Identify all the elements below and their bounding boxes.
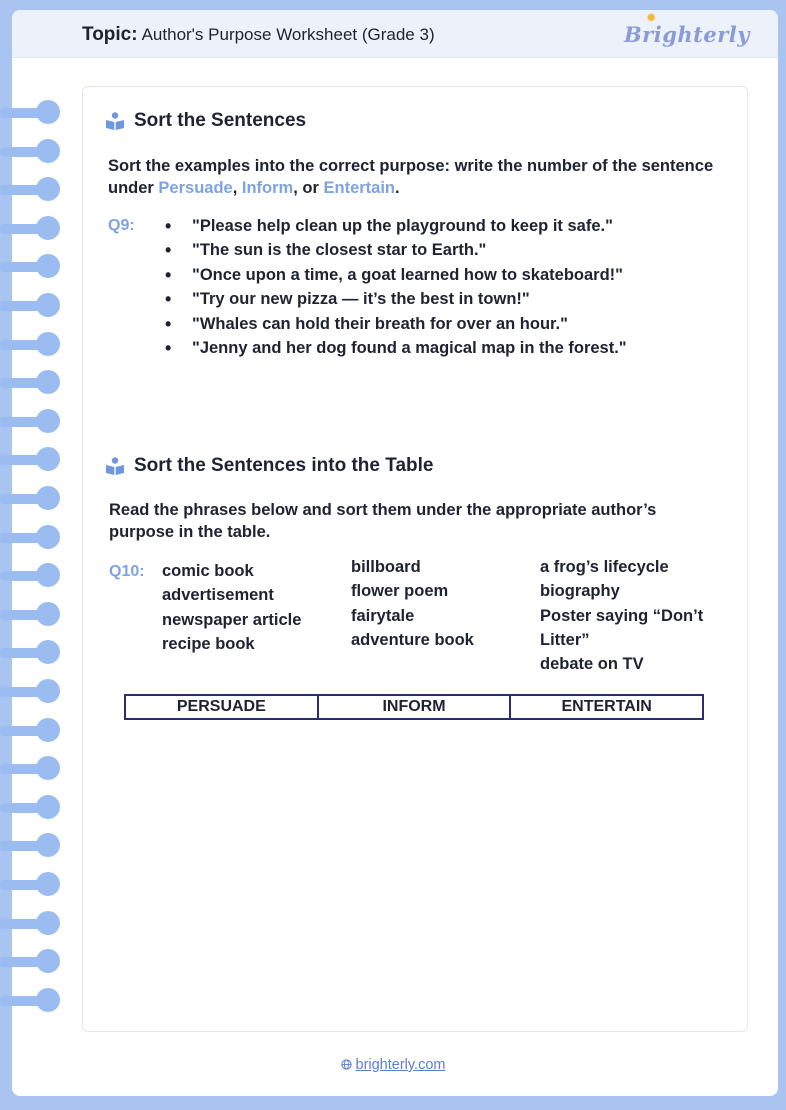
list-item: Poster saying “Don’t <box>540 606 704 625</box>
binding-ring <box>0 139 60 165</box>
list-item: • "Whales can hold their breath for over an hour." <box>165 312 627 336</box>
list-item: adventure book <box>351 630 474 649</box>
book-reader-icon <box>105 112 125 130</box>
binding-ring <box>0 447 60 473</box>
list-item: flower poem <box>351 582 449 601</box>
binding-ring <box>0 100 60 126</box>
binding-ring <box>0 216 60 242</box>
question-label-q9: Q9: <box>108 217 135 234</box>
binding-ring <box>0 486 60 512</box>
section-title-sort-sentences: Sort the Sentences <box>105 110 306 132</box>
list-item: advertisement <box>162 586 274 605</box>
list-item: • "Jenny and her dog found a magical map in the forest." <box>165 336 627 360</box>
list-item: billboard <box>351 558 421 576</box>
binding-ring <box>0 602 60 628</box>
binding-ring <box>0 563 60 589</box>
sort-table <box>124 694 704 720</box>
phrase-column-1 <box>162 559 301 656</box>
section-title-sort-table: Sort the Sentences into the Table <box>105 455 433 477</box>
list-item: a frog’s lifecycle <box>540 558 669 576</box>
list-item: Litter” <box>540 630 590 649</box>
phrase-column-2 <box>351 555 474 652</box>
binding-ring <box>0 254 60 280</box>
instructions-sort-sentences: Sort the examples into the correct purpose: write the number of the sentence under Persuade, Inform, or Entertain. <box>108 157 714 197</box>
binding-ring <box>0 949 60 975</box>
question-label-q10: Q10: <box>109 563 145 580</box>
binding-ring <box>0 872 60 898</box>
list-item: • "Try our new pizza — it’s the best in town!" <box>165 287 627 311</box>
binding-ring <box>0 332 60 358</box>
table-header-entertain: ENTERTAIN <box>509 696 702 718</box>
binding-ring <box>0 679 60 705</box>
sun-icon: ✺ <box>646 13 656 24</box>
list-item: comic book <box>162 562 254 580</box>
binding-ring <box>0 370 60 396</box>
footer <box>0 1057 786 1073</box>
list-item: • "The sun is the closest star to Earth." <box>165 238 627 262</box>
globe-icon <box>341 1059 352 1070</box>
header-bar <box>12 10 778 58</box>
sentence-list <box>165 214 627 360</box>
list-item: • "Once upon a time, a goat learned how to skateboard!" <box>165 263 627 287</box>
binding-ring <box>0 795 60 821</box>
list-item: • "Please help clean up the playground to keep it safe." <box>165 214 627 238</box>
phrase-column-3 <box>540 555 703 676</box>
binding-ring <box>0 293 60 319</box>
list-item: debate on TV <box>540 655 644 674</box>
binding-ring <box>0 177 60 203</box>
list-item: recipe book <box>162 634 255 653</box>
website-link[interactable]: brighterly.com <box>355 1057 446 1073</box>
binding-ring <box>0 833 60 859</box>
list-item: newspaper article <box>162 610 302 629</box>
page-title: Topic: Author's Purpose Worksheet (Grade 3) <box>82 24 435 45</box>
brighterly-logo: ✺ Brighterly <box>623 13 750 47</box>
binding-ring <box>0 409 60 435</box>
binding-ring <box>0 756 60 782</box>
binding-ring <box>0 640 60 666</box>
table-header-inform: INFORM <box>317 696 510 718</box>
binding-ring <box>0 911 60 937</box>
list-item: biography <box>540 582 620 601</box>
table-header-persuade: PERSUADE <box>176 698 266 715</box>
binding-ring <box>0 525 60 551</box>
binding-ring <box>0 718 60 744</box>
book-reader-icon <box>105 457 125 475</box>
instructions-sort-table: Read the phrases below and sort them under the appropriate author’s purpose in the table. <box>109 501 657 541</box>
list-item: fairytale <box>351 606 415 625</box>
binding-ring <box>0 988 60 1014</box>
